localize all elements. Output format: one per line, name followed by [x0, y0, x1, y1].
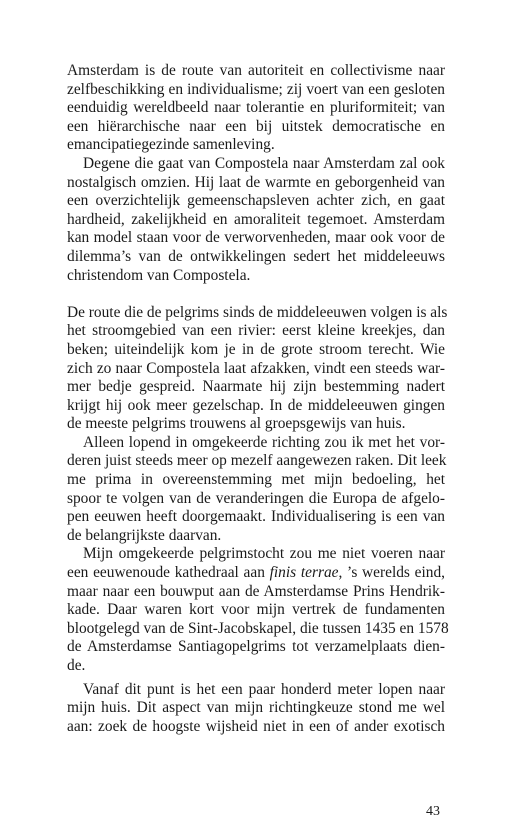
- paragraph: [67, 62, 445, 155]
- text-line: pen eeuwen heeft doorgemaakt. Individualisering is een van: [67, 508, 445, 526]
- text-line: blootgelegd van de Sint-Jacobskapel, die tussen 1435 en 1578: [67, 619, 449, 637]
- text-line: de Amsterdamse Santiagopelgrims tot verzamelplaats dien-: [67, 638, 445, 656]
- text-line: een overzichtelijk gemeenschapsleven achter zich, en gaat: [67, 192, 445, 210]
- text-line: krijgt hij ook meer gezelschap. In de middeleeuwen gingen: [67, 396, 445, 414]
- text-line: emancipatiegezinde samenleving.: [67, 136, 275, 154]
- section-break: [67, 285, 445, 304]
- text-line: maar naar een bouwput aan de Amsterdamse Prins Hendrik-: [67, 582, 445, 600]
- text-line: kade. Daar waren kort voor mijn vertrek de fundamenten: [67, 601, 445, 619]
- text-line: de.: [67, 657, 86, 674]
- book-page-text: [67, 62, 449, 736]
- text-line: Mijn omgekeerde pelgrimstocht zou me niet voeren naar: [83, 545, 445, 563]
- text-line: mijn huis. Dit aspect van mijn richtingkeuze stond me wel: [67, 699, 445, 717]
- text-line: mer bedje gespreid. Naarmate hij zijn bestemming nadert: [67, 378, 445, 396]
- text-line: zelfbeschikking en individualisme; zij voert van een gesloten: [67, 80, 445, 98]
- text-line: de belangrijkste daarvan.: [67, 526, 222, 544]
- text-line: De route die de pelgrims sinds de middeleeuwen volgen is als: [67, 303, 448, 321]
- text-line: Vanaf dit punt is het een paar honderd meter lopen naar: [83, 680, 445, 698]
- text-line: dilemma’s van de ontwikkelingen sedert het middeleeuws: [67, 247, 445, 265]
- text-line: spoor te volgen van de veranderingen die Europa de afgelo-: [67, 489, 445, 507]
- paragraph: [67, 303, 448, 434]
- italic-phrase: finis terrae: [269, 564, 339, 582]
- text-line: christendom van Compostela.: [67, 266, 251, 284]
- text-line: aan: zoek de hoogste wijsheid niet in een of ander exotisch: [67, 717, 445, 735]
- paragraph: [67, 545, 449, 675]
- text-line: kan model staan voor de verworvenheden, maar ook voor de: [67, 229, 445, 247]
- paragraph: [67, 681, 445, 737]
- text-line: zich zo naar Compostela laat afzakken, vindt een steeds war-: [67, 359, 445, 377]
- text-line: beken; uiteindelijk kom je in de grote stroom terecht. Wie: [67, 340, 445, 358]
- text-line: nostalgisch omzien. Hij laat de warmte en geborgenheid van: [67, 173, 445, 191]
- text-line: me prima in overeenstemming met mijn bedoeling, het: [67, 471, 445, 489]
- text-line: deren juist steeds meer op mezelf aangewezen raken. Dit leek: [67, 452, 447, 470]
- text-line: hardheid, zakelijkheid en amoraliteit tegemoet. Amsterdam: [67, 210, 445, 228]
- text-line: een eeuwenoude kathedraal aan finis terrae, ’s werelds eind,: [67, 564, 445, 582]
- text-line: Amsterdam is de route van autoriteit en collectivisme naar: [67, 62, 445, 79]
- paragraph: [67, 434, 445, 546]
- page-number: 43: [426, 804, 440, 819]
- text-line: het stroomgebied van een rivier: eerst kleine kreekjes, dan: [67, 322, 445, 340]
- text-line: de meeste pelgrims trouwens al groepsgewijs van huis.: [67, 415, 406, 433]
- text-line: Alleen lopend in omgekeerde richting zou ik met het vor-: [83, 433, 445, 451]
- text-line: eenduidig wereldbeeld naar tolerantie en pluriformiteit; van: [67, 99, 445, 117]
- text-line: een hiërarchische naar een bij uitstek democratische en: [67, 117, 445, 135]
- text-line: Degene die gaat van Compostela naar Amsterdam zal ook: [83, 154, 445, 172]
- paragraph: [67, 155, 445, 285]
